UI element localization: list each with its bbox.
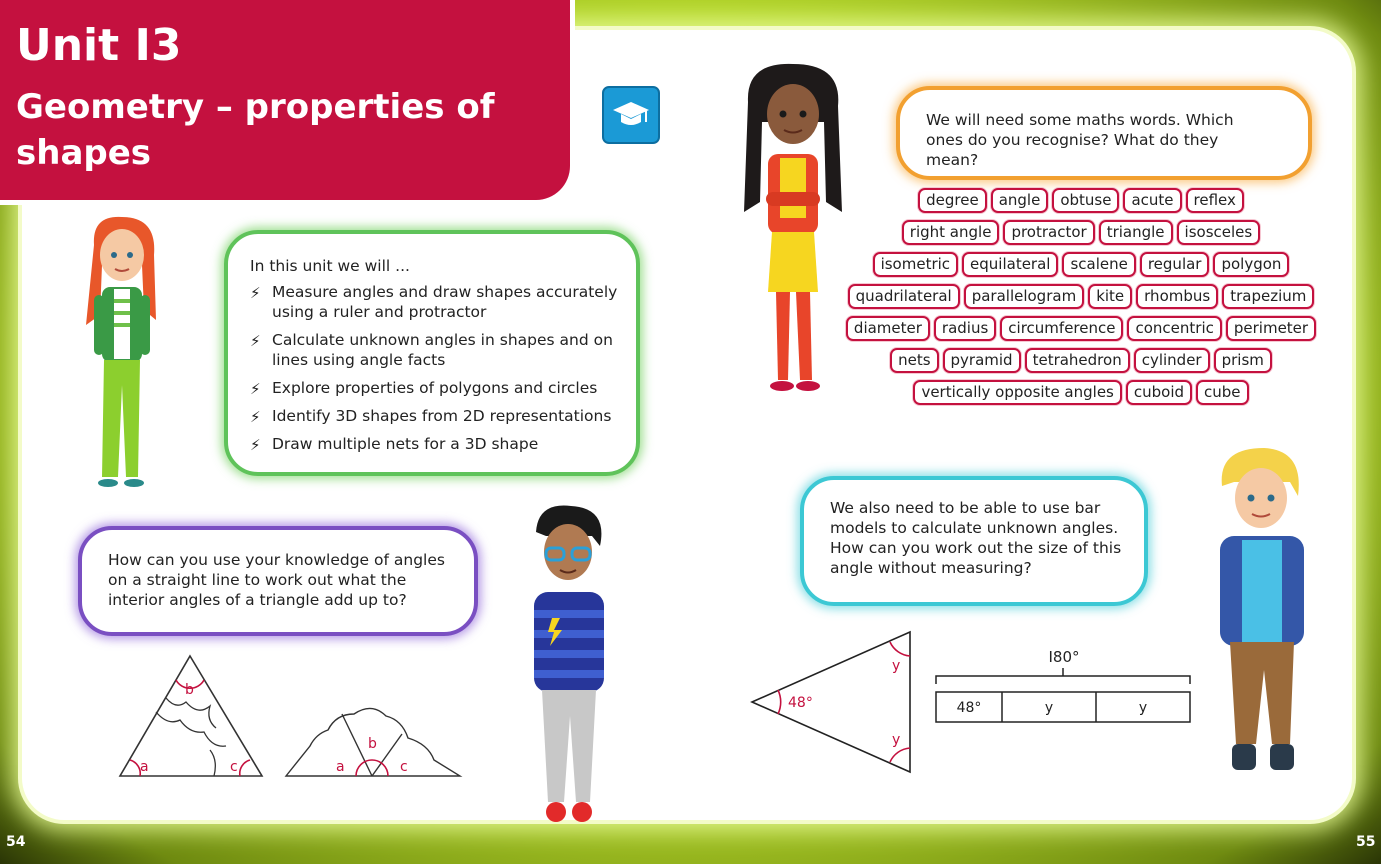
- word-chip: cube: [1196, 380, 1249, 405]
- word-chip: quadrilateral: [848, 284, 960, 309]
- word-chip: perimeter: [1226, 316, 1316, 341]
- word-chip: isometric: [873, 252, 958, 277]
- angle-a-label: a: [140, 759, 149, 775]
- word-row: [834, 220, 1328, 245]
- page-number-right: 55: [1356, 834, 1376, 850]
- word-chip: scalene: [1062, 252, 1135, 277]
- lightning-bolt-icon: ⚡: [250, 380, 261, 398]
- word-chip: right angle: [902, 220, 1000, 245]
- unknown-angle-top: y: [892, 658, 901, 674]
- word-row: [834, 252, 1328, 277]
- girl-red-hair-illustration: [72, 215, 172, 495]
- graduation-cap-icon: [612, 100, 650, 130]
- word-chip: acute: [1123, 188, 1181, 213]
- word-chip: degree: [918, 188, 987, 213]
- bar-total-label: I80°: [1048, 648, 1080, 666]
- lightning-bolt-icon: ⚡: [250, 436, 261, 454]
- word-chip: tetrahedron: [1025, 348, 1130, 373]
- word-chip: diameter: [846, 316, 930, 341]
- word-row: [834, 316, 1328, 341]
- word-chip: trapezium: [1222, 284, 1314, 309]
- word-chip: angle: [991, 188, 1049, 213]
- bar-part-y1: y: [1044, 700, 1054, 716]
- unit-goals-bubble: [224, 230, 640, 476]
- word-chip: prism: [1214, 348, 1272, 373]
- angle-b-label: b: [185, 682, 194, 698]
- word-row: [834, 380, 1328, 405]
- word-chip: radius: [934, 316, 996, 341]
- word-chip: kite: [1088, 284, 1132, 309]
- word-chip: isosceles: [1177, 220, 1261, 245]
- maths-words-bubble: [896, 86, 1312, 180]
- lightning-bolt-icon: ⚡: [250, 408, 261, 426]
- list-item: ⚡ Calculate unknown angles in shapes and on lines using angle facts: [250, 331, 613, 369]
- bar-part-48: 48°: [956, 700, 982, 716]
- word-chip: pyramid: [943, 348, 1021, 373]
- bar-model-diagram: [932, 642, 1196, 728]
- page-number-left: 54: [6, 834, 26, 850]
- boy-blond-illustration: [1206, 446, 1316, 796]
- word-chip: polygon: [1213, 252, 1289, 277]
- unit-title: Unit I3: [16, 20, 182, 71]
- lightning-bolt-icon: ⚡: [250, 284, 261, 302]
- unit-subtitle: Geometry – properties of shapes: [16, 87, 495, 173]
- triangle-question-bubble: [78, 526, 478, 636]
- unit-goals-list: [250, 282, 620, 462]
- bar-model-question-text: We also need to be able to use bar models to calculate unknown angles. How can you work out the size of this angle without measuring?: [830, 499, 1122, 577]
- maths-words-list: [834, 188, 1328, 412]
- word-chip: equilateral: [962, 252, 1058, 277]
- angle-b-label-combined: b: [368, 736, 377, 752]
- unit-header: [0, 0, 570, 200]
- list-item: ⚡ Draw multiple nets for a 3D shape: [250, 435, 539, 454]
- list-item: ⚡ Explore properties of polygons and circles: [250, 379, 598, 398]
- unit-intro-text: In this unit we will ...: [250, 257, 410, 275]
- word-chip: parallelogram: [964, 284, 1084, 309]
- lightning-bolt-icon: ⚡: [250, 332, 261, 350]
- word-chip: circumference: [1000, 316, 1123, 341]
- angle-a-label-combined: a: [336, 759, 345, 775]
- word-chip: triangle: [1099, 220, 1173, 245]
- word-row: [834, 188, 1328, 213]
- word-chip: nets: [890, 348, 938, 373]
- word-row: [834, 284, 1328, 309]
- bar-model-bubble: [800, 476, 1148, 606]
- maths-words-prompt: We will need some maths words. Which ones do you recognise? What do they mean?: [926, 111, 1234, 169]
- girl-curly-hair-illustration: [738, 62, 848, 402]
- isosceles-triangle-diagram: [748, 628, 918, 778]
- angle-c-label-combined: c: [400, 759, 408, 775]
- word-chip: concentric: [1127, 316, 1221, 341]
- list-item: ⚡ Identify 3D shapes from 2D representations: [250, 407, 612, 426]
- word-chip: protractor: [1003, 220, 1094, 245]
- torn-triangles-diagram: [110, 650, 470, 785]
- word-chip: cylinder: [1134, 348, 1210, 373]
- word-chip: obtuse: [1052, 188, 1119, 213]
- word-chip: reflex: [1186, 188, 1244, 213]
- bar-part-y2: y: [1138, 700, 1148, 716]
- word-row: [834, 348, 1328, 373]
- word-chip: regular: [1140, 252, 1210, 277]
- word-chip: vertically opposite angles: [913, 380, 1121, 405]
- triangle-question-text: How can you use your knowledge of angles on a straight line to work out what the interior angles of a triangle add up to?: [108, 551, 445, 609]
- learning-button[interactable]: [602, 86, 660, 144]
- angle-c-label: c: [230, 759, 238, 775]
- word-chip: rhombus: [1136, 284, 1218, 309]
- list-item: ⚡ Measure angles and draw shapes accurately using a ruler and protractor: [250, 283, 618, 321]
- boy-glasses-illustration: [516, 502, 616, 842]
- known-angle-label: 48°: [788, 695, 813, 711]
- unknown-angle-bottom: y: [892, 732, 901, 748]
- word-chip: cuboid: [1126, 380, 1192, 405]
